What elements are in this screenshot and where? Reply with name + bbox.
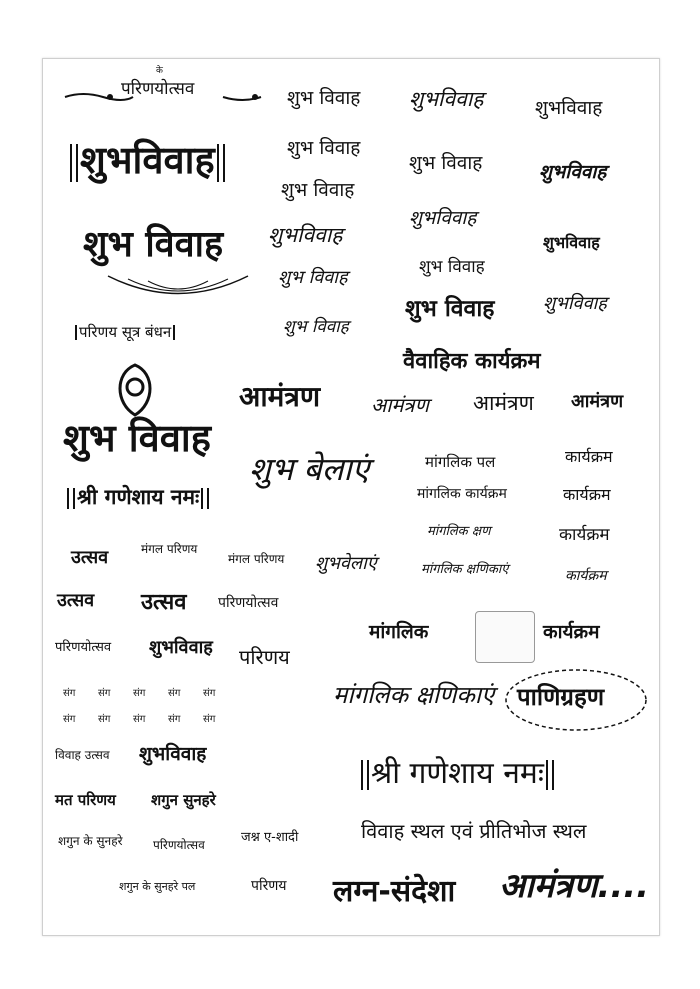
mangal-parinay-1: मंगल परिणय [141,542,198,556]
karyakram-3: कार्यक्रम [559,525,610,545]
sang-4: संग [168,688,181,699]
col4-item-1: शुभविवाह [535,97,603,119]
swash-lines [103,271,253,311]
col2-item-6: शुभ विवाह [283,317,349,337]
sang-2: संग [98,688,111,699]
karyakram-4: कार्यक्रम [565,568,607,584]
sang-1: संग [63,688,76,699]
utsav-2: उत्सव [57,590,95,611]
flourish-ornament [63,87,263,107]
sang-8: संग [133,714,146,725]
sang-3: संग [133,688,146,699]
shubh-belaye: शुभ बेलाएं [249,450,370,488]
karyakram-2: कार्यक्रम [563,485,611,504]
karyakram-header: कार्यक्रम [543,621,600,643]
sang-7: संग [98,714,111,725]
jashn-e-shadi: जश्न ए-शादी [241,830,299,845]
amantran-2: आमंत्रण [371,393,429,417]
col3-item-4: शुभ विवाह [419,257,485,277]
panigrahan: पाणिग्रहण [517,683,605,711]
utsav-3: उत्सव [141,590,187,615]
mat-parinay: मत परिणय [55,791,116,809]
col2-item-4: शुभविवाह [268,223,343,247]
parinay-last: परिणय [251,878,287,894]
parinayotsav-3: परिणयोत्सव [55,640,112,655]
col3-item-1: शुभविवाह [409,87,484,111]
shubh-vivah-3: शुभविवाह [139,743,207,765]
amantran-large: आमंत्रण.... [499,866,650,906]
shagun-sunehre: शगुन सुनहरे [151,791,216,809]
vivah-utsav: विवाह उत्सव [55,748,110,762]
col3-item-3: शुभविवाह [409,207,477,229]
col4-item-2: शुभविवाह [539,161,607,183]
shubh-vivah-bars: शुभविवाह [68,141,227,182]
ganesh-image-icon [475,611,535,663]
mangalik-kshan: मांगलिक क्षण [427,524,491,539]
parinayotsav-2: परिणयोत्सव [218,595,279,611]
col4-item-3: शुभविवाह [543,233,600,252]
col2-item-5: शुभ विवाह [278,267,348,288]
col2-item-1: शुभ विवाह [287,87,361,109]
ke-label: के [156,66,163,76]
vaivahik-karyakram: वैवाहिक कार्यक्रम [403,349,541,374]
mangalik-kshanikaye-large: मांगलिक क्षणिकाएं [333,681,495,709]
vivah-sthal: विवाह स्थल एवं प्रीतिभोज स्थल [361,819,587,843]
shagun-ke-sunehre: शगुन के सुनहरे [58,834,123,848]
shagun-ke-sunehre-pal: शगुन के सुनहरे पल [119,880,196,893]
col4-item-4: शुभविवाह [543,293,607,314]
shubh-belaye-2: शुभवेलाएं [315,553,377,574]
shubh-vivah-small: शुभविवाह [149,637,213,658]
col3-item-5: शुभ विवाह [405,295,495,322]
parinayotsav-4: परिणयोत्सव [153,838,205,852]
shri-ganeshay-namah-large: श्री गणेशाय नमः [359,759,556,790]
shubh-vivah-swash: शुभ विवाह [83,224,224,265]
mangalik-pal: मांगलिक पल [425,453,496,471]
utsav-1: उत्सव [71,547,109,568]
ganesh-motif [95,363,175,417]
mangalik-kshanikaye-small: मांगलिक क्षणिकाएं [421,562,509,577]
amantran-4: आमंत्रण [571,391,624,412]
shubh-vivah-ganesh: शुभ विवाह [63,416,211,460]
amantran-bold: आमंत्रण [239,380,321,413]
calligraphy-sheet [42,58,660,936]
amantran-3: आमंत्रण [473,391,534,415]
col2-item-2: शुभ विवाह [287,137,361,159]
col3-item-2: शुभ विवाह [409,152,483,174]
mangalik-header: मांगलिक [369,621,429,643]
mangalik-karyakram-small: मांगलिक कार्यक्रम [417,486,507,502]
shri-ganeshay-namah-small: श्री गणेशाय नमः [65,487,211,509]
col2-item-3: शुभ विवाह [281,179,355,201]
parinay-sutra-bandhan: परिणय सूत्र बंधन [73,325,177,340]
karyakram-1: कार्यक्रम [565,447,613,466]
lagan-sandesha: लग्न-संदेशा [333,874,456,909]
sang-10: संग [203,714,216,725]
sang-5: संग [203,688,216,699]
parinay-1: परिणय [239,645,290,669]
sang-6: संग [63,714,76,725]
sang-9: संग [168,714,181,725]
mangal-parinay-2: मंगल परिणय [228,552,285,566]
parinayotsav-top: परिणयोत्सव [121,79,195,99]
